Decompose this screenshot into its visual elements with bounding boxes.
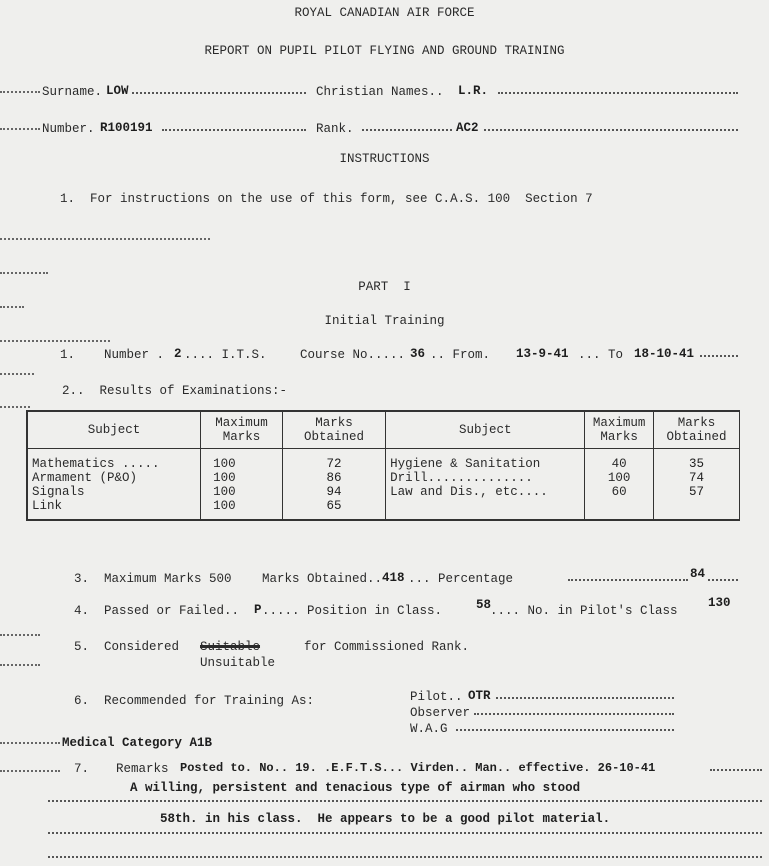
to-label: ... To xyxy=(578,348,624,362)
subject-cell: Armament (P&O) xyxy=(27,471,201,485)
obtained-cell: 57 xyxy=(653,485,739,499)
course-label: Course No..... xyxy=(300,348,406,362)
dotted-line xyxy=(0,128,40,130)
table-row xyxy=(27,499,740,520)
its-number-label: Number . xyxy=(104,348,165,362)
col-subject: Subject xyxy=(386,411,585,449)
christian-label: Christian Names.. xyxy=(316,85,444,99)
unsuitable-option: Unsuitable xyxy=(200,656,276,670)
obtained-cell: 74 xyxy=(653,471,739,485)
dotted-line xyxy=(132,92,306,94)
dotted-line xyxy=(0,742,60,744)
dotted-line xyxy=(484,129,738,131)
marks-obtained-label: Marks Obtained.. xyxy=(262,572,383,586)
instructions-item: 1. For instructions on the use of this form, see C.A.S. 100 Section 7 xyxy=(60,192,593,206)
observer-label: Observer xyxy=(410,706,471,720)
obtained-cell: 35 xyxy=(653,449,739,472)
its-number: 1. xyxy=(60,348,76,362)
remarks-line-3: 58th. in his class. He appears to be a good pilot material. xyxy=(160,812,611,826)
obtained-cell: 86 xyxy=(282,471,385,485)
dotted-line xyxy=(0,373,34,375)
results-label: 2.. Results of Examinations:- xyxy=(62,384,288,398)
dotted-line xyxy=(700,355,738,357)
commission-rest: for Commissioned Rank. xyxy=(304,640,470,654)
max-cell: 100 xyxy=(201,499,283,520)
its-number-value: 2 xyxy=(174,347,182,361)
christian-value: L.R. xyxy=(458,84,489,98)
recommend-label: Recommended for Training As: xyxy=(104,694,315,708)
number-value: R100191 xyxy=(100,121,153,135)
dotted-line xyxy=(48,800,762,802)
max-cell: 100 xyxy=(585,471,654,485)
subject-cell xyxy=(386,499,585,520)
remarks-label: Remarks xyxy=(116,762,169,776)
part-subheading: Initial Training xyxy=(324,314,445,328)
max-cell: 100 xyxy=(201,449,283,472)
remarks-line-1: Posted to. No.. 19. .E.F.T.S... Virden.. Man.. effective. 26-10-41 xyxy=(180,761,656,775)
subject-cell: Drill.............. xyxy=(386,471,585,485)
surname-value: LOW xyxy=(106,84,129,98)
percentage-label: ... Percentage xyxy=(408,572,514,586)
dotted-line xyxy=(48,832,762,834)
subject-cell: Signals xyxy=(27,485,201,499)
percentage-value: 84 xyxy=(690,567,706,581)
dotted-line xyxy=(48,856,762,858)
subject-cell: Link xyxy=(27,499,201,520)
col-max: Maximum Marks xyxy=(585,411,654,449)
passed-number: 4. xyxy=(74,604,90,618)
surname-label: Surname. xyxy=(42,85,103,99)
table-row xyxy=(27,485,740,499)
col-subject: Subject xyxy=(27,411,201,449)
dotted-line xyxy=(0,770,60,772)
max-cell: 40 xyxy=(585,449,654,472)
org-title: ROYAL CANADIAN AIR FORCE xyxy=(294,6,475,20)
subject-cell: Hygiene & Sanitation xyxy=(386,449,585,472)
max-marks-label: Maximum Marks 500 xyxy=(104,572,232,586)
col-obtained: Marks Obtained xyxy=(282,411,385,449)
from-value: 13-9-41 xyxy=(516,347,569,361)
dotted-line xyxy=(0,91,40,93)
remarks-number: 7. xyxy=(74,762,90,776)
dotted-line xyxy=(0,634,40,636)
commission-number: 5. xyxy=(74,640,90,654)
suitable-struck: Suitable xyxy=(200,640,261,654)
obtained-cell xyxy=(653,499,739,520)
max-cell xyxy=(585,499,654,520)
report-title: REPORT ON PUPIL PILOT FLYING AND GROUND TRAINING xyxy=(204,44,565,58)
passed-label: Passed or Failed.. xyxy=(104,604,240,618)
dotted-line xyxy=(0,238,210,240)
dotted-line xyxy=(708,579,738,581)
max-cell: 100 xyxy=(201,485,283,499)
max-cell: 100 xyxy=(201,471,283,485)
obtained-cell: 94 xyxy=(282,485,385,499)
dotted-line xyxy=(456,729,674,731)
recommend-number: 6. xyxy=(74,694,90,708)
dotted-line xyxy=(0,272,48,274)
position-label: ..... Position in Class. xyxy=(262,604,443,618)
dotted-line xyxy=(0,406,30,408)
subject-cell: Mathematics ..... xyxy=(27,449,201,472)
dotted-line xyxy=(0,306,24,308)
max-cell: 60 xyxy=(585,485,654,499)
table-row xyxy=(27,449,740,472)
course-value: 36 xyxy=(410,347,426,361)
pilot-value: OTR xyxy=(468,689,491,703)
dotted-line xyxy=(162,129,306,131)
number-label: Number. xyxy=(42,122,95,136)
col-max: Maximum Marks xyxy=(201,411,283,449)
dotted-line xyxy=(498,92,738,94)
its-label: .... I.T.S. xyxy=(184,348,267,362)
totals-number: 3. xyxy=(74,572,90,586)
class-count-label: .... No. in Pilot's Class xyxy=(490,604,678,618)
table-header-row xyxy=(27,411,740,449)
part-heading: PART I xyxy=(358,280,411,294)
class-count-value: 130 xyxy=(708,596,731,610)
dotted-line xyxy=(0,664,40,666)
marks-obtained-value: 418 xyxy=(382,571,405,585)
dotted-line xyxy=(568,579,688,581)
results-table xyxy=(26,410,740,521)
dotted-line xyxy=(474,713,674,715)
to-value: 18-10-41 xyxy=(634,347,695,361)
medical-category: Medical Category A1B xyxy=(62,736,213,750)
instructions-heading: INSTRUCTIONS xyxy=(339,152,430,166)
rank-label: Rank. xyxy=(316,122,354,136)
passed-value: P xyxy=(254,603,262,617)
obtained-cell: 65 xyxy=(282,499,385,520)
obtained-cell: 72 xyxy=(282,449,385,472)
col-obtained: Marks Obtained xyxy=(653,411,739,449)
subject-cell: Law and Dis., etc.... xyxy=(386,485,585,499)
dotted-line xyxy=(362,129,452,131)
commission-label: Considered xyxy=(104,640,180,654)
position-value: 58 xyxy=(476,598,492,612)
dotted-line xyxy=(0,340,110,342)
remarks-line-2: A willing, persistent and tenacious type of airman who stood xyxy=(130,781,581,795)
from-label: .. From. xyxy=(430,348,491,362)
dotted-line xyxy=(710,769,762,771)
table-row xyxy=(27,471,740,485)
rank-value: AC2 xyxy=(456,121,479,135)
wag-label: W.A.G xyxy=(410,722,448,736)
pilot-label: Pilot.. xyxy=(410,690,463,704)
dotted-line xyxy=(496,697,674,699)
